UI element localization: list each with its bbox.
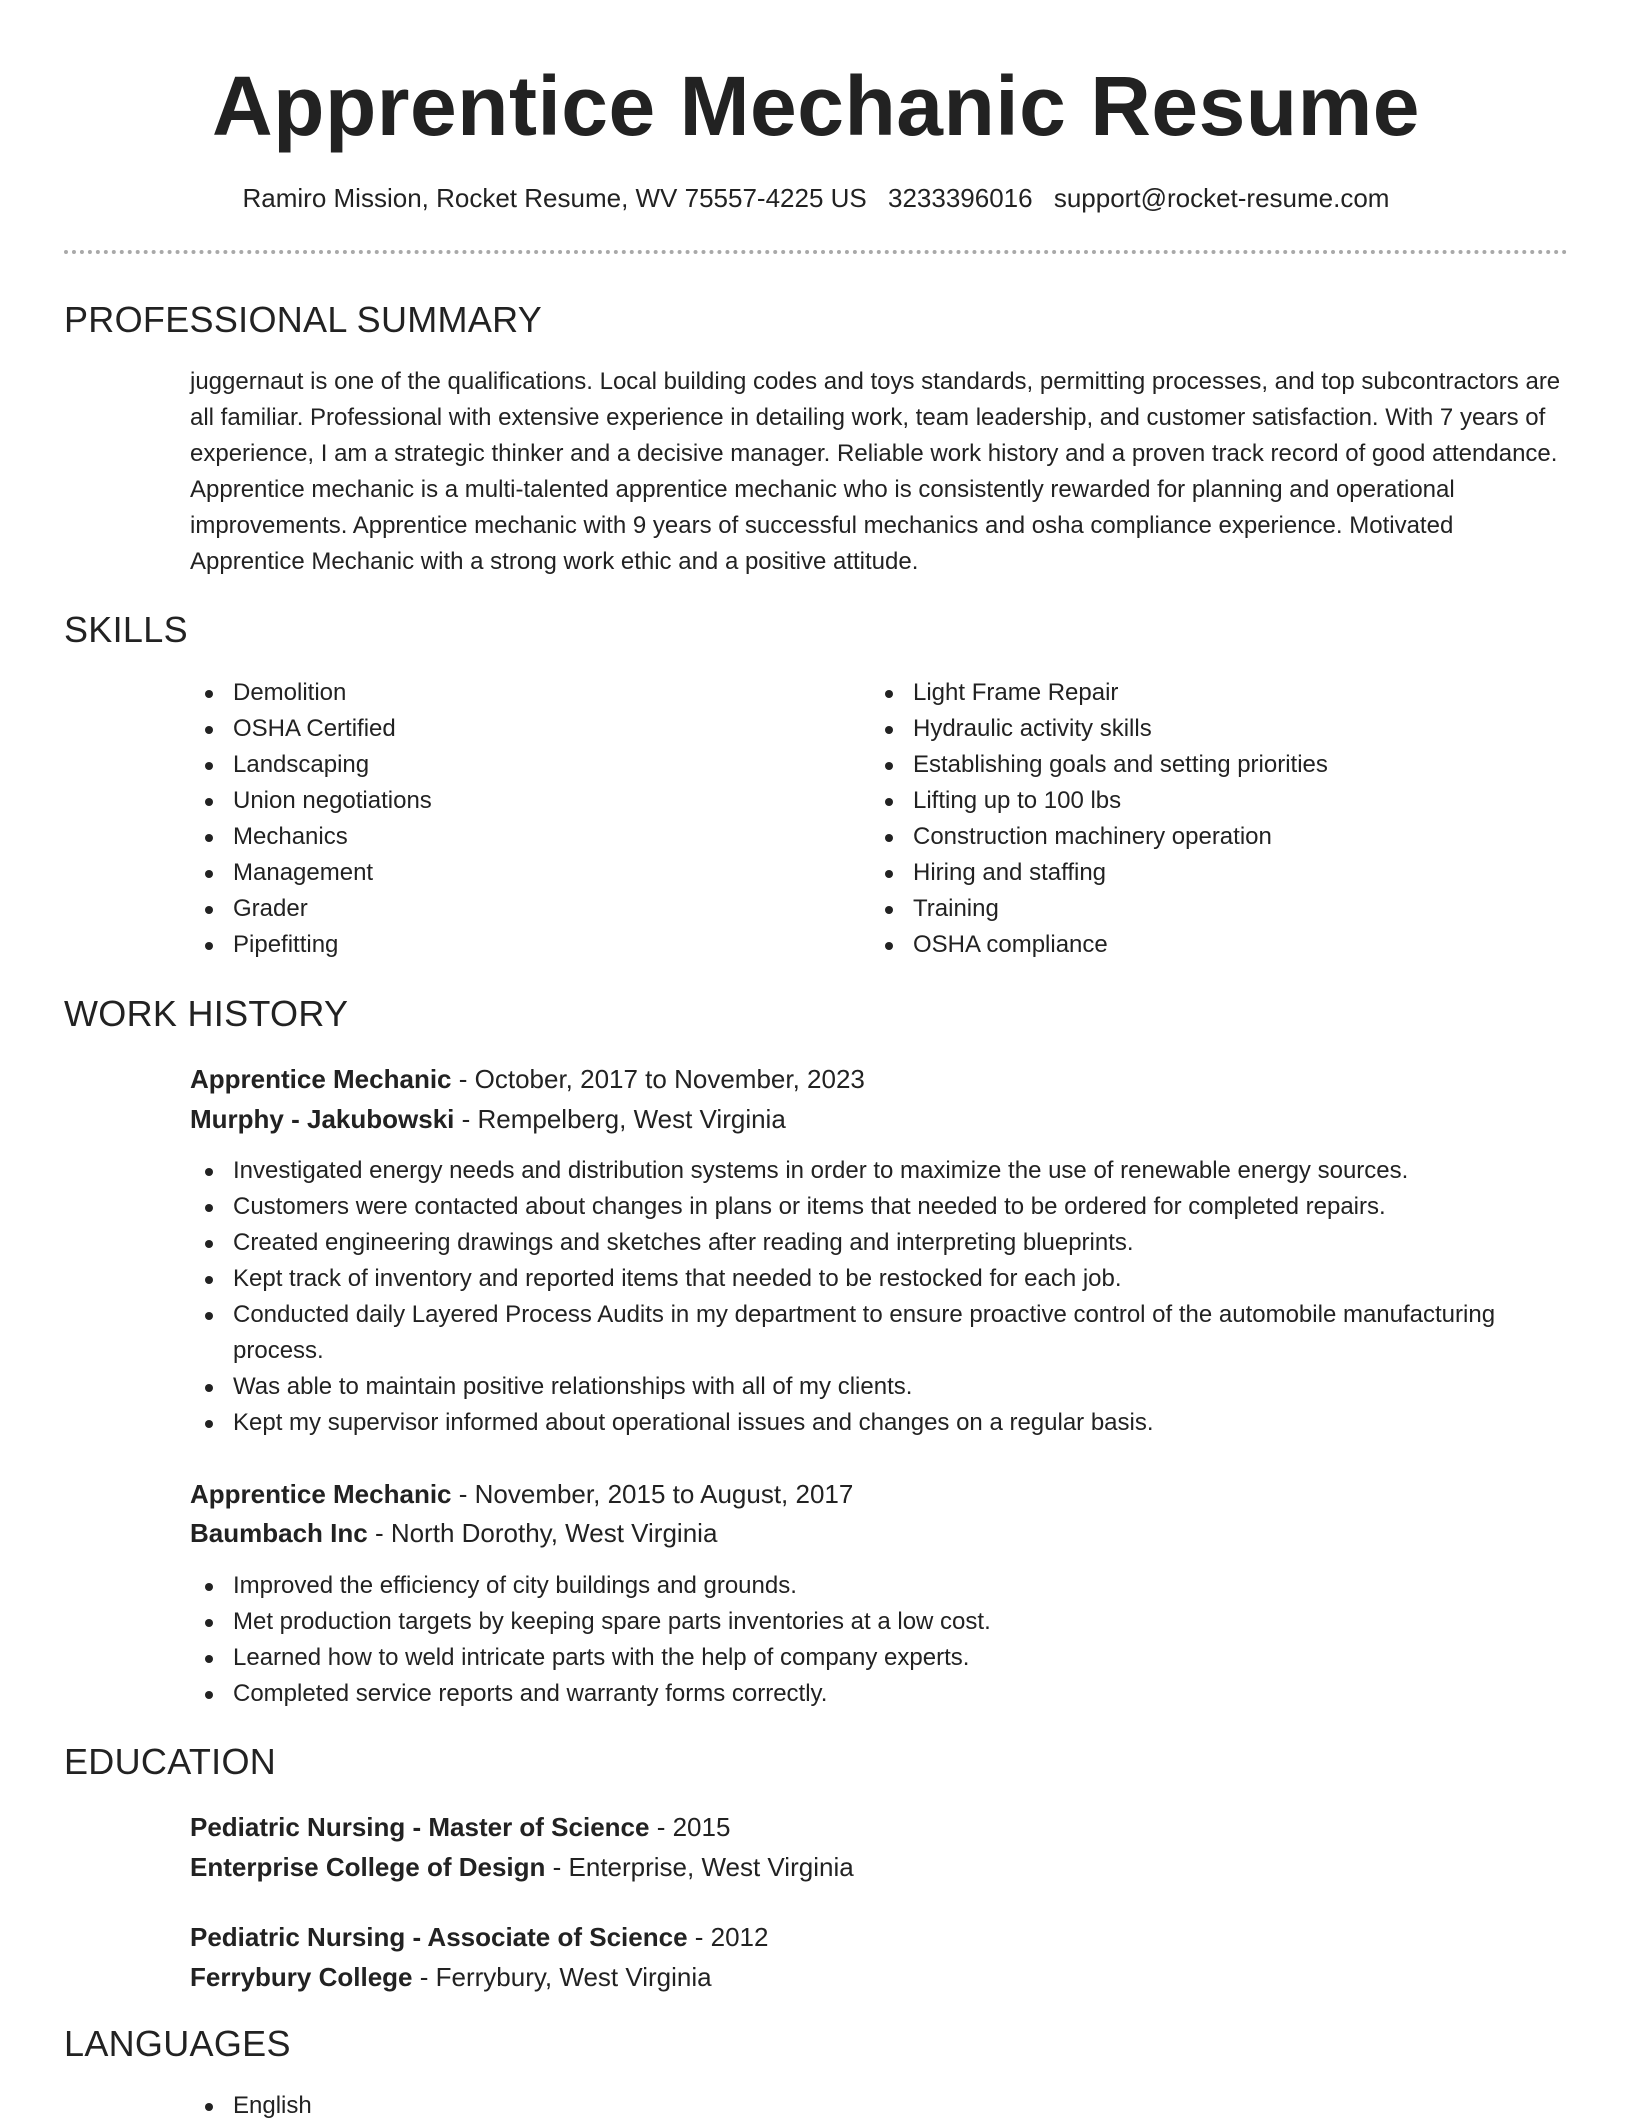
duty-item: Created engineering drawings and sketches after reading and interpreting blueprints. [190,1225,1570,1261]
duty-item: Learned how to weld intricate parts with the help of company experts. [190,1640,1570,1676]
education-school: Ferrybury College [190,1962,413,1992]
skills-heading: SKILLS [64,609,188,650]
skill-item: Pipefitting [190,927,830,963]
education-year: - 2012 [687,1922,769,1952]
languages-list [190,2088,830,2124]
education-location: - Enterprise, West Virginia [545,1852,854,1882]
skill-item: Establishing goals and setting priorities [870,747,1550,783]
duty-item: Customers were contacted about changes in plans or items that needed to be ordered for completed repairs. [190,1189,1570,1225]
skill-item: OSHA Certified [190,711,830,747]
skill-item: Lifting up to 100 lbs [870,783,1550,819]
job-title-line [190,1060,865,1098]
skill-item: Union negotiations [190,783,830,819]
duty-item: Was able to maintain positive relationships with all of my clients. [190,1369,1570,1405]
job-title: Apprentice Mechanic [190,1064,452,1094]
skill-item: Management [190,855,830,891]
job-dates: - November, 2015 to August, 2017 [451,1479,854,1509]
education-school-line [190,1848,854,1886]
job-company: Baumbach Inc [190,1518,368,1548]
job-location: - North Dorothy, West Virginia [367,1518,718,1548]
duty-item: Improved the efficiency of city buildings and grounds. [190,1568,1570,1604]
education-degree-line [190,1918,768,1956]
skill-item: Hiring and staffing [870,855,1550,891]
job-duties-list [190,1568,1570,1712]
duty-item: Conducted daily Layered Process Audits in my department to ensure proactive control of the automobile manufacturing process. [190,1297,1570,1369]
skill-item: Mechanics [190,819,830,855]
job-title: Apprentice Mechanic [190,1479,452,1509]
contact-email: support@rocket-resume.com [1053,183,1390,213]
contact-address: Ramiro Mission, Rocket Resume, WV 75557-4225 US [242,183,867,213]
education-school: Enterprise College of Design [190,1852,546,1882]
job-location: - Rempelberg, West Virginia [454,1104,786,1134]
job-title-line [190,1475,853,1513]
skill-item: Construction machinery operation [870,819,1550,855]
duty-item: Completed service reports and warranty forms correctly. [190,1676,1570,1712]
duty-item: Kept my supervisor informed about operational issues and changes on a regular basis. [190,1405,1570,1441]
header-divider [64,250,1568,254]
skill-item: OSHA compliance [870,927,1550,963]
education-school-line [190,1958,712,1996]
work-heading: WORK HISTORY [64,993,349,1034]
job-duties-list [190,1153,1570,1441]
contact-phone: 3233396016 [888,183,1033,213]
job-company-line [190,1100,786,1138]
skill-item: Hydraulic activity skills [870,711,1550,747]
duty-item: Investigated energy needs and distribution systems in order to maximize the use of renewable energy sources. [190,1153,1570,1189]
skill-item: Grader [190,891,830,927]
education-degree-line [190,1808,730,1846]
duty-item: Kept track of inventory and reported items that needed to be restocked for each job. [190,1261,1570,1297]
skill-item: Light Frame Repair [870,675,1550,711]
education-heading: EDUCATION [64,1741,277,1782]
education-location: - Ferrybury, West Virginia [412,1962,712,1992]
skills-list-right [870,675,1550,963]
resume-title: Apprentice Mechanic Resume [211,59,1421,153]
job-company: Murphy - Jakubowski [190,1104,455,1134]
skills-list-left [190,675,830,963]
languages-heading: LANGUAGES [64,2023,291,2064]
education-year: - 2015 [649,1812,731,1842]
skill-item: Demolition [190,675,830,711]
language-item: English [190,2088,830,2124]
job-dates: - October, 2017 to November, 2023 [451,1064,865,1094]
contact-line [0,180,1632,216]
summary-text: juggernaut is one of the qualifications. Local building codes and toys standards, permitting processes, and top subcontractors are all familiar. Professional with extensive experience in detailing work, team leadership, and customer satisfaction. With 7 years of experience, I am a strategic thinker and a decisive manager. Reliable work history and a proven track record of good attendance. Apprentice mechanic is a multi-talented apprentice mechanic who is consistently rewarded for planning and operational improvements. Apprentice mechanic with 9 years of successful mechanics and osha compliance experience. Motivated Apprentice Mechanic with a strong work ethic and a positive attitude. [190,368,1561,575]
skill-item: Landscaping [190,747,830,783]
duty-item: Met production targets by keeping spare parts inventories at a low cost. [190,1604,1570,1640]
education-degree: Pediatric Nursing - Master of Science [190,1812,650,1842]
job-company-line [190,1514,717,1552]
skill-item: Training [870,891,1550,927]
summary-heading: PROFESSIONAL SUMMARY [64,299,543,340]
education-degree: Pediatric Nursing - Associate of Science [190,1922,688,1952]
